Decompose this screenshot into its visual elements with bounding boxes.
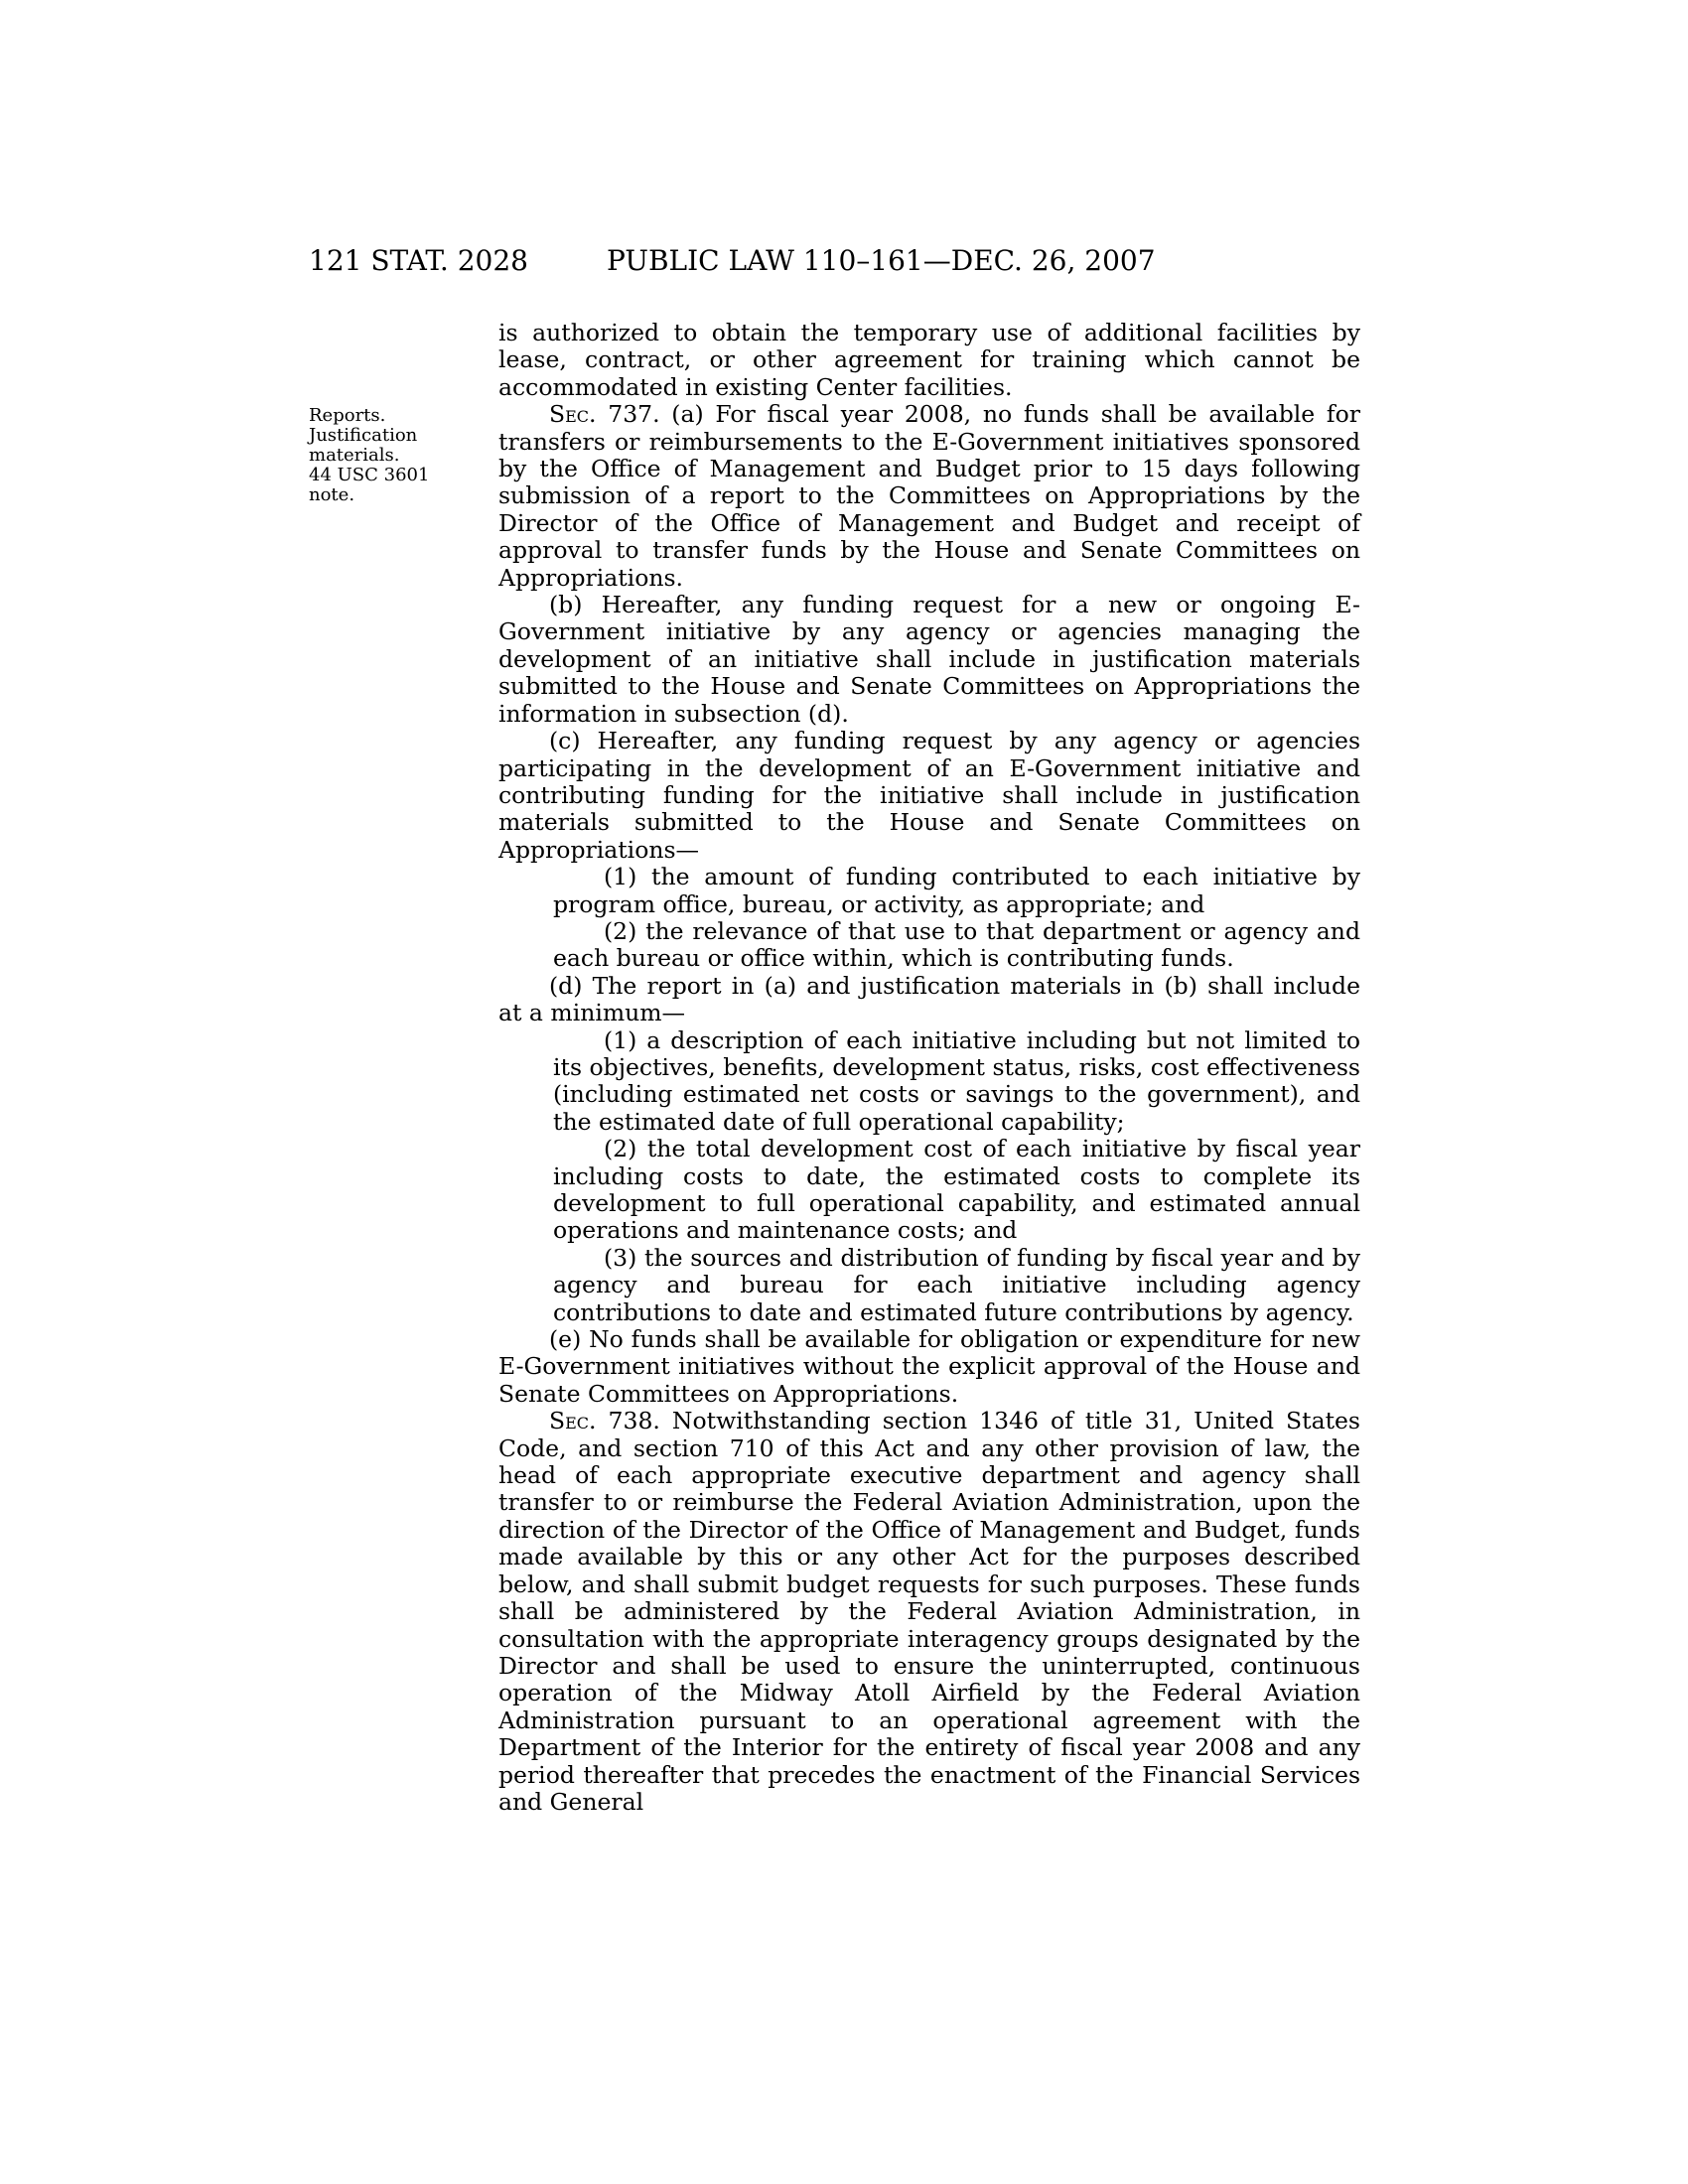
section-label: Sec. [549,400,597,429]
margin-note-line: Justification [309,425,418,446]
section-738-paragraph: Sec. 738. Notwithstanding section 1346 of title 31, United States Code, and section 710 of this Act and any other provision of law, the head of each appropriate executive department and agency shall transfer to or reimburse the Federal Aviation Administration, upon the direction of the Director of the Office of Management and Budget, funds made available by this or any other Act for the purposes described below, and shall submit budget requests for such purposes. These funds shall be administered by the Federal Aviation Administration, in consultation with the appropriate interagency groups designated by the Director and shall be used to ensure the uninterrupted, continuous operation of the Midway Atoll Airfield by the Federal Aviation Administration pursuant to an operational agreement with the Department of the Interior for the entirety of fiscal year 2008 and any period thereafter that precedes the enactment of the Financial Services and General [498,1407,1360,1816]
margin-note-line: Reports. [309,405,386,426]
subsection-c: (c) Hereafter, any funding request by any agency or agencies participating in the development of an E-Government initiative and contributing funding for the initiative shall include in justification materials submitted to the House and Senate Committees on Appropriations— [498,727,1360,864]
section-label: Sec. [549,1407,597,1435]
paragraph-continuation: is authorized to obtain the temporary use of additional facilities by lease, contract, or other agreement for training which cannot be accommodated in existing Center facilities. [498,319,1360,401]
subsection-c-item-2: (2) the relevance of that use to that department or agency and each bureau or office within, which is contributing funds. [553,916,1360,973]
body-text [498,320,1360,1816]
subsection-d-item-2: (2) the total development cost of each initiative by fiscal year including costs to date, the estimated costs to complete its development to full operational capability, and estimated annual operations and maintenance costs; and [553,1135,1360,1245]
statute-page-number: 121 STAT. 2028 [309,244,528,277]
subsection-e: (e) No funds shall be available for obligation or expenditure for new E-Government initiatives without the explicit approval of the House and Senate Committees on Appropriations. [498,1325,1360,1408]
subsection-d-item-3: (3) the sources and distribution of funding by fiscal year and by agency and bureau for each initiative including agency contributions to date and estimated future contributions by agency. [553,1243,1360,1326]
margin-note-line: 44 USC 3601 [309,465,430,485]
margin-note-line: materials. [309,445,400,466]
section-737-paragraph: Sec. 737. (a) For fiscal year 2008, no funds shall be available for transfers or reimbursements to the E-Government initiatives sponsored by the Office of Management and Budget prior to 15 days following submission of a report to the Committees on Appropriations by the Director of the Office of Management and Budget and receipt of approval to transfer funds by the House and Senate Committees on Appropriations. [498,400,1360,592]
subsection-b: (b) Hereafter, any funding request for a new or ongoing E-Government initiative by any agency or agencies managing the development of an initiative shall include in justification materials submitted to the House and Senate Committees on Appropriations the information in subsection (d). [498,591,1360,728]
subsection-c-item-1: (1) the amount of funding contributed to each initiative by program office, bureau, or activity, as appropriate; and [553,863,1360,918]
margin-note-line: note. [309,484,355,505]
subsection-d: (d) The report in (a) and justification materials in (b) shall include at a minimum— [498,971,1360,1027]
subsection-d-item-1: (1) a description of each initiative including but not limited to its objectives, benefits, development status, risks, cost effectiveness (including estimated net costs or savings to the government), and the estimated date of full operational capability; [553,1025,1360,1136]
margin-note [309,406,433,505]
public-law-heading: PUBLIC LAW 110–161—DEC. 26, 2007 [607,244,1156,277]
